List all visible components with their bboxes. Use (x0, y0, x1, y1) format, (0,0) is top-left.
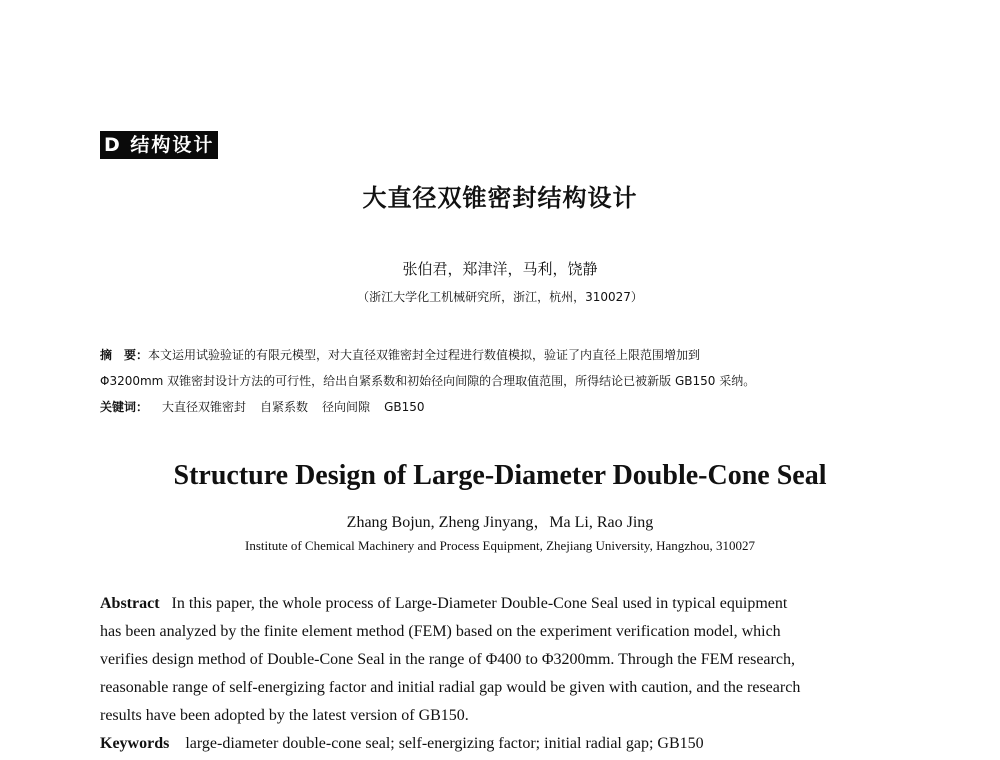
chinese-keyword: 大直径双锥密封 (162, 400, 247, 414)
chinese-abstract-text: 本文运用试验验证的有限元模型，对大直径双锥密封全过程进行数值模拟，验证了内直径上限范围增加到 (148, 348, 701, 362)
english-keywords (100, 730, 900, 758)
english-abstract-line: reasonable range of self-energizing factor and initial radial gap would be given with caution, and the research (100, 679, 801, 696)
chinese-abstract-label: 摘 要： (100, 348, 149, 362)
english-abstract-line: verifies design method of Double-Cone Seal in the range of Φ400 to Φ3200mm. Through the FEM research, (100, 651, 795, 668)
chinese-keyword: 径向间隙 (322, 400, 371, 414)
chinese-abstract-line (100, 342, 900, 368)
english-title: Structure Design of Large-Diameter Double-Cone Seal (173, 460, 827, 491)
english-abstract-text: In this paper, the whole process of Large-Diameter Double-Cone Seal used in typical equipment (171, 595, 788, 612)
english-abstract-line: has been analyzed by the finite element method (FEM) based on the experiment verification model, which (100, 623, 781, 640)
chinese-abstract (100, 342, 900, 420)
english-abstract-line: results have been adopted by the latest version of GB150. (100, 707, 469, 724)
chinese-keywords-label: 关键词： (100, 400, 149, 414)
english-abstract (100, 590, 900, 758)
chinese-keywords (100, 394, 900, 420)
chinese-title: 大直径双锥密封结构设计 (362, 184, 638, 212)
english-abstract-label: Abstract (100, 595, 160, 612)
english-authors: Zhang Bojun, Zheng Jinyang，Ma Li, Rao Jing (346, 514, 654, 531)
english-affiliation: Institute of Chemical Machinery and Process Equipment, Zhejiang University, Hangzhou, 310027 (244, 538, 755, 553)
chinese-keyword: GB150 (384, 400, 425, 414)
english-keywords-label: Keywords (100, 735, 170, 752)
section-tag: D 结构设计 (100, 131, 218, 159)
chinese-abstract-line: Φ3200mm 双锥密封设计方法的可行性，给出自紧系数和初始径向间隙的合理取值范围，所得结论已被新版 GB150 采纳。 (100, 374, 756, 388)
chinese-authors: 张伯君，郑津洋，马利，饶静 (402, 260, 598, 278)
english-keywords-text: large-diameter double-cone seal; self-energizing factor; initial radial gap; GB150 (185, 735, 704, 752)
chinese-affiliation: （浙江大学化工机械研究所，浙江，杭州，310027） (357, 290, 643, 304)
english-abstract-line (100, 590, 900, 618)
chinese-keyword: 自紧系数 (260, 400, 309, 414)
